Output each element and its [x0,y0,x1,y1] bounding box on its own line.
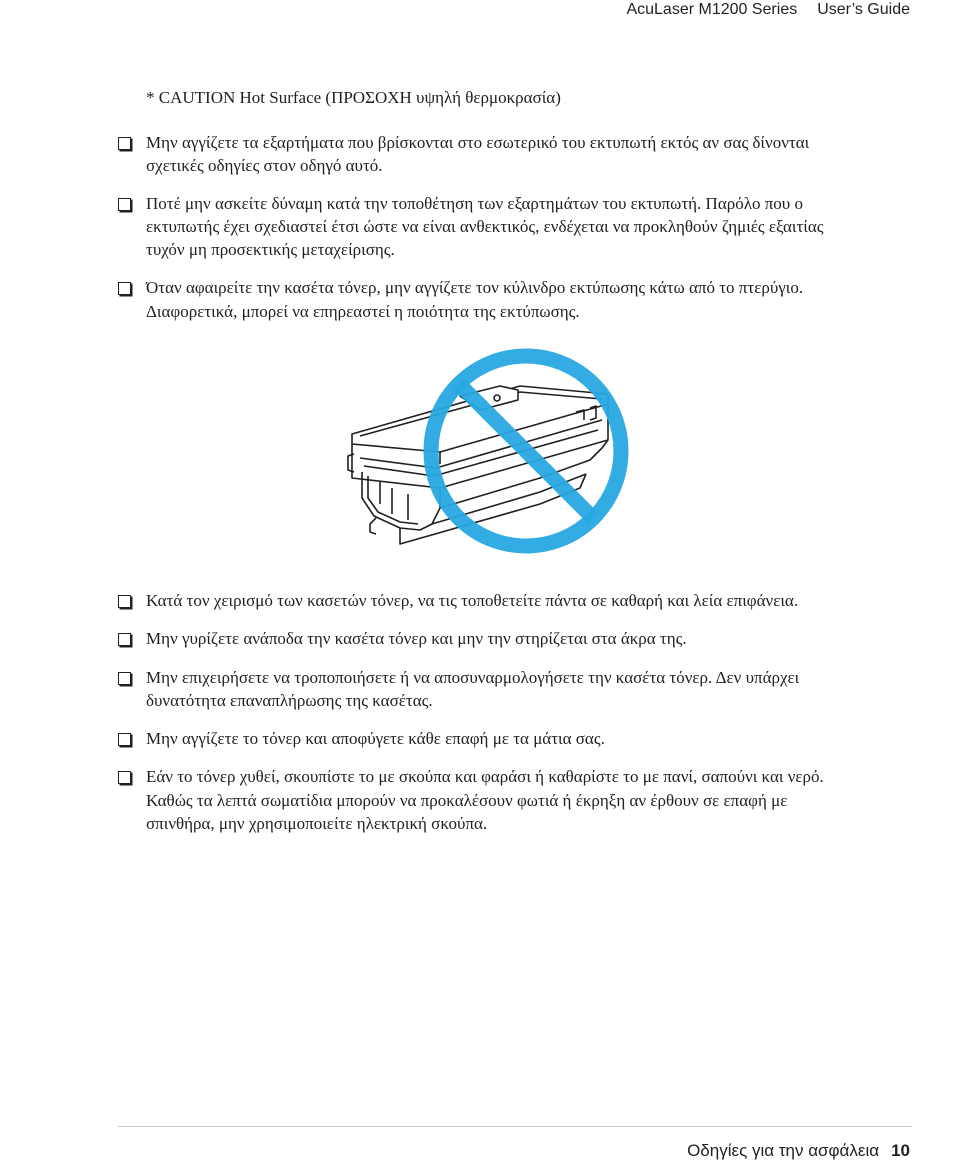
list-item-text: Μην αγγίζετε το τόνερ και αποφύγετε κάθε επαφή με τα μάτια σας. [146,729,605,749]
list-item-text: Εάν το τόνερ χυθεί, σκουπίστε το με σκούπα και φαράσι ή καθαρίστε το με πανί, σαπούνι και νερό. Καθώς τα λεπτά σωματίδια μπορούν να προκαλέσουν φωτιά ή έκρηξη αν έρθουν σε επαφή με σπινθήρα, μην χρησιμοποιείτε ηλεκτρική σκούπα. [146,767,824,834]
guide-name: User’s Guide [817,1,910,18]
list-item [118,765,848,835]
checkbox-bullet-icon [118,137,131,150]
checkbox-bullet-icon [118,733,131,746]
page-header [626,0,910,20]
handling-list [118,589,848,835]
list-item [118,627,848,650]
checkbox-bullet-icon [118,672,131,685]
footer-divider [118,1126,912,1127]
checkbox-bullet-icon [118,633,131,646]
list-item-text: Ποτέ μην ασκείτε δύναμη κατά την τοποθέτηση των εξαρτημάτων του εκτυπωτή. Παρόλο που ο εκτυπωτής έχει σχεδιαστεί έτσι ώστε να είναι ανθεκτικός, ενδέχεται να προκληθούν ζημιές εξαιτίας τυχόν μη προσεκτικής μεταχείρισης. [146,193,824,260]
product-name: AcuLaser M1200 Series [626,1,798,18]
list-item [118,727,848,750]
list-item-text: Μην αγγίζετε τα εξαρτήματα που βρίσκονται στο εσωτερικό του εκτυπωτή εκτός αν σας δίνονται σχετικές οδηγίες στον οδηγό αυτό. [146,133,810,176]
list-item [118,192,848,262]
checkbox-bullet-icon [118,198,131,211]
list-item [118,276,848,323]
list-item-text: Όταν αφαιρείτε την κασέτα τόνερ, μην αγγίζετε τον κύλινδρο εκτύπωσης κάτω από το πτερύγιο. Διαφορετικά, μπορεί να επηρεαστεί η ποιότητα της εκτύπωσης. [146,278,804,321]
list-item-text: Κατά τον χειρισμό των κασετών τόνερ, να τις τοποθετείτε πάντα σε καθαρή και λεία επιφάνεια. [146,591,799,610]
list-item-text: Μην γυρίζετε ανάποδα την κασέτα τόνερ και μην την στηρίζεται στα άκρα της. [146,629,687,649]
no-touch-toner-cartridge-icon [340,348,640,560]
list-item [118,131,848,178]
list-item [118,666,848,713]
footer-section-title: Οδηγίες για την ασφάλεια [687,1141,880,1160]
caution-heading: * CAUTION Hot Surface (ΠΡΟΣΟΧΗ υψηλή θερμοκρασία) [146,88,561,107]
checkbox-bullet-icon [118,595,131,608]
list-item-text: Μην επιχειρήσετε να τροποποιήσετε ή να αποσυναρμολογήσετε την κασέτα τόνερ. Δεν υπάρχει δυνατότητα επαναπλήρωσης της κασέτας. [146,667,800,710]
prohibition-sign [431,356,621,546]
checkbox-bullet-icon [118,771,131,784]
caution-list [118,131,848,323]
page-footer [687,1140,910,1162]
checkbox-bullet-icon [118,282,131,295]
list-item [118,589,848,612]
page-number: 10 [891,1141,910,1160]
